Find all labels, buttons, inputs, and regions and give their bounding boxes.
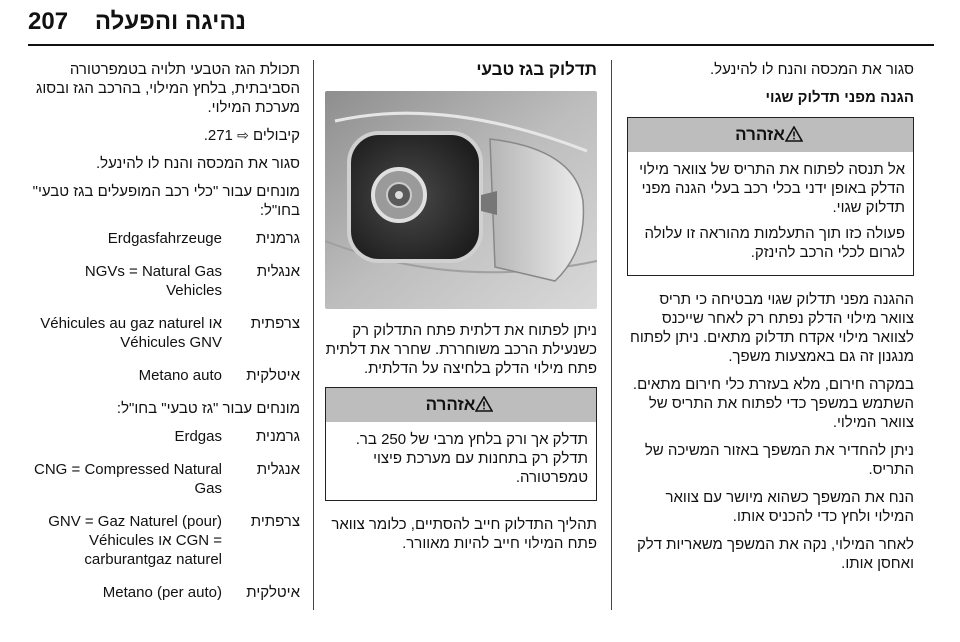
term-row: [28, 460, 300, 498]
term-language: אנגלית: [256, 263, 300, 280]
warning-label: אזהרה: [425, 395, 476, 414]
paragraph: ההגנה מפני תדלוק שגוי מבטיחה כי תריס צוואר מילוי הדלק נפתח רק לאחר שייכנס לצוואר מילוי אקדח תדלוק מתאים. ניתן לפתוח מנגנון זה גם באמצעות משפך.: [629, 291, 914, 365]
paragraph: תכולת הגז הטבעי תלויה בטמפרטורה הסביבתית, בלחץ המילוי, בהרכב הגז ובסוג מערכת המילוי.: [36, 61, 300, 116]
paragraph: סגור את המכסה והנח לו להינעל.: [96, 155, 300, 172]
reference-page: 271.: [203, 127, 233, 144]
term-value: NGVs = Natural Gas Vehicles: [84, 263, 222, 299]
warning-triangle-icon: [785, 120, 803, 154]
column-middle: [325, 60, 597, 562]
term-row: [28, 366, 300, 385]
section-heading: תדלוק בגז טבעי: [476, 60, 597, 79]
column-divider: [611, 60, 612, 610]
term-row: [28, 314, 300, 352]
chapter-title: נהיגה והפעלה: [94, 8, 246, 35]
warning-header: [326, 388, 596, 422]
column-left: [28, 60, 300, 616]
warning-text: פעולה כזו תוך התעלמות מהוראה זו עלולה לגרום לכלי הרכב להינזק.: [644, 225, 905, 261]
paragraph: ניתן לפתוח את דלתית פתח התדלוק רק כשנעילת הרכב משוחררת. שחרר את דלתית פתח מילוי הדלק בלחיצה על הדלתית.: [325, 322, 597, 377]
terms-intro: מונחים עבור "כלי רכב המופעלים בגז טבעי" בחו"ל:: [32, 183, 300, 219]
term-row: [28, 583, 300, 602]
term-value: GNV = Gaz Naturel (pour) Véhicules או CGN = carburantgaz naturel: [48, 513, 222, 568]
reference-label: קיבולים: [252, 127, 300, 144]
gas-terms-table: [28, 427, 300, 602]
paragraph: לאחר המילוי, נקה את המשפך משאריות דלק ואחסן אותו.: [637, 536, 914, 572]
term-language: צרפתית: [250, 315, 300, 332]
term-language: גרמנית: [255, 230, 300, 247]
fuel-filler-photo: [325, 91, 597, 309]
paragraph: סגור את המכסה והנח לו להינעל.: [710, 61, 914, 78]
page-number: 207: [28, 8, 69, 35]
term-row: [28, 262, 300, 300]
column-divider: [313, 60, 314, 610]
term-value: Erdgasfahrzeuge: [107, 230, 222, 247]
term-language: איטלקית: [246, 584, 300, 601]
column-right: [627, 60, 914, 582]
paragraph: תהליך התדלוק חייב להסתיים, כלומר צוואר פתח המילוי חייב להיות מאוורר.: [331, 516, 597, 552]
term-language: צרפתית: [250, 513, 300, 530]
term-row: [28, 229, 300, 248]
vehicle-terms-table: [28, 229, 300, 385]
warning-box: [325, 387, 597, 501]
warning-header: [628, 118, 913, 152]
term-language: איטלקית: [246, 367, 300, 384]
warning-label: אזהרה: [735, 125, 785, 144]
warning-text: אל תנסה לפתוח את התריס של צוואר מילוי הדלק באופן ידני בכלי רכב בעלי הגנה מפני תדלוק שגוי.: [639, 161, 905, 216]
term-row: [28, 427, 300, 446]
warning-body: [326, 422, 596, 500]
section-heading: הגנה מפני תדלוק שגוי: [765, 89, 914, 106]
header-rule: [28, 44, 934, 46]
term-value: Erdgas: [174, 428, 222, 445]
term-value: Véhicules au gaz naturel או Véhicules GNV: [40, 315, 222, 351]
term-language: אנגלית: [256, 461, 300, 478]
term-value: Metano (per auto): [102, 584, 222, 601]
page-header: [0, 0, 960, 44]
term-row: [28, 512, 300, 569]
warning-text: תדלק אך ורק בלחץ מרבי של 250 בר. תדלק רק בתחנות עם מערכת פיצוי טמפרטורה.: [355, 431, 588, 486]
warning-body: [628, 152, 913, 275]
cross-reference[interactable]: [28, 126, 300, 145]
warning-box: [627, 117, 914, 276]
term-value: Metano auto: [138, 367, 222, 384]
paragraph: הנח את המשפך כשהוא מיושר עם צוואר המילוי ולחץ כדי להכניס אותו.: [665, 489, 914, 525]
terms-intro: מונחים עבור "גז טבעי" בחו"ל:: [116, 400, 300, 417]
paragraph: במקרה חירום, מלא בעזרת כלי חירום מתאים. השתמש במשפך כדי לפתוח את התריס של צוואר המילוי.: [632, 376, 914, 431]
paragraph: ניתן להחדיר את המשפך באזור המשיכה של התריס.: [644, 442, 914, 478]
term-language: גרמנית: [255, 428, 300, 445]
warning-triangle-icon: [475, 390, 493, 424]
term-value: CNG = Compressed Natural Gas: [34, 461, 222, 497]
reference-arrow-icon: ⇨: [237, 127, 249, 143]
